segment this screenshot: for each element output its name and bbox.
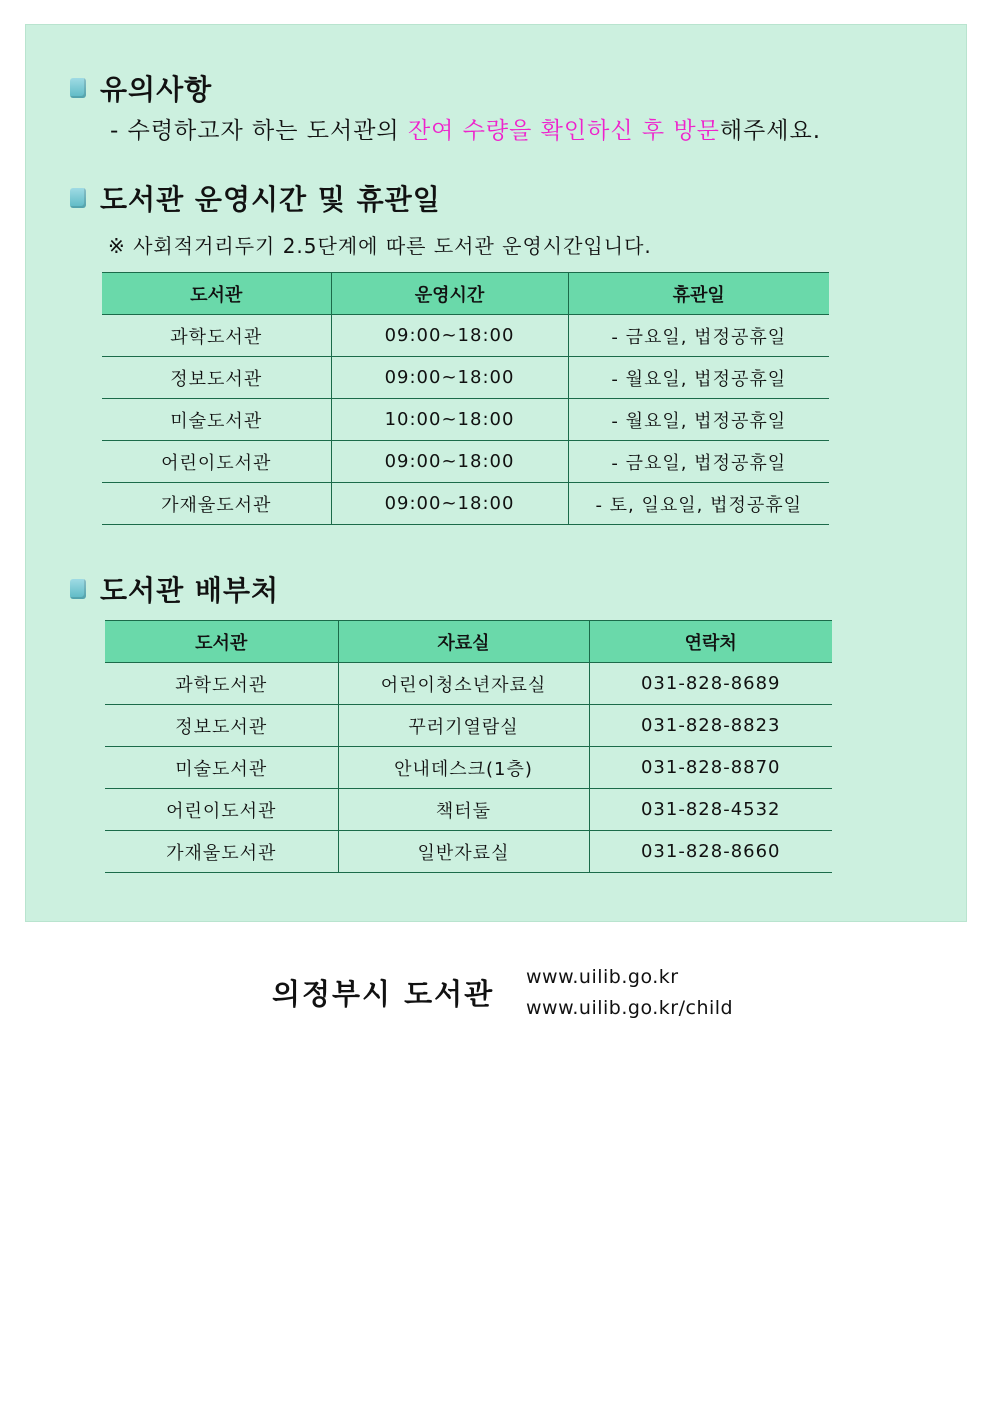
column-header: 연락처	[589, 621, 832, 663]
phone-number: 031-828-8823	[589, 705, 832, 747]
library-name: 어린이도서관	[102, 441, 331, 483]
library-name: 과학도서관	[105, 663, 338, 705]
opening-hours: 09:00~18:00	[331, 357, 568, 399]
square-bullet-icon	[70, 188, 86, 208]
table-row	[102, 483, 829, 525]
library-name: 미술도서관	[105, 747, 338, 789]
square-bullet-icon	[70, 78, 86, 98]
distribution-heading-text: 도서관 배부처	[100, 574, 280, 607]
library-name: 정보도서관	[102, 357, 331, 399]
opening-hours: 09:00~18:00	[331, 315, 568, 357]
closed-days: - 월요일, 법정공휴일	[568, 399, 829, 441]
table-row	[102, 399, 829, 441]
phone-number: 031-828-8689	[589, 663, 832, 705]
opening-hours: 10:00~18:00	[331, 399, 568, 441]
closed-days: - 토, 일요일, 법정공휴일	[568, 483, 829, 525]
table-header-row	[102, 273, 829, 315]
room-name: 책터둘	[338, 789, 589, 831]
library-name: 정보도서관	[105, 705, 338, 747]
table-row	[102, 315, 829, 357]
table-row	[105, 747, 832, 789]
closed-days: - 금요일, 법정공휴일	[568, 441, 829, 483]
library-name: 어린이도서관	[105, 789, 338, 831]
opening-hours: 09:00~18:00	[331, 483, 568, 525]
library-name: 가재울도서관	[105, 831, 338, 873]
hours-heading	[70, 180, 441, 216]
phone-number: 031-828-8660	[589, 831, 832, 873]
children-website-link[interactable]: www.uilib.go.kr/child	[526, 997, 734, 1019]
closed-days: - 금요일, 법정공휴일	[568, 315, 829, 357]
notice-heading	[70, 70, 212, 106]
phone-number: 031-828-4532	[589, 789, 832, 831]
table-row	[105, 789, 832, 831]
table-row	[102, 441, 829, 483]
organization-name: 의정부시 도서관	[272, 977, 495, 1011]
opening-hours: 09:00~18:00	[331, 441, 568, 483]
library-name: 가재울도서관	[102, 483, 331, 525]
notice-text-suffix: 해주세요.	[719, 118, 822, 144]
library-name: 과학도서관	[102, 315, 331, 357]
notice-heading-text: 유의사항	[100, 73, 213, 106]
square-bullet-icon	[70, 579, 86, 599]
notice-text-highlight: 잔여 수량을 확인하신 후 방문	[407, 118, 720, 144]
notice-text-prefix: - 수령하고자 하는 도서관의	[110, 118, 408, 144]
closed-days: - 월요일, 법정공휴일	[568, 357, 829, 399]
column-header: 도서관	[105, 621, 338, 663]
column-header: 휴관일	[568, 273, 829, 315]
room-name: 안내데스크(1층)	[338, 747, 589, 789]
column-header: 자료실	[338, 621, 589, 663]
room-name: 일반자료실	[338, 831, 589, 873]
distribution-heading	[70, 571, 279, 607]
room-name: 꾸러기열람실	[338, 705, 589, 747]
table-row	[102, 357, 829, 399]
column-header: 운영시간	[331, 273, 568, 315]
phone-number: 031-828-8870	[589, 747, 832, 789]
hours-table	[102, 272, 829, 525]
notice-text	[110, 112, 821, 145]
column-header: 도서관	[102, 273, 331, 315]
room-name: 어린이청소년자료실	[338, 663, 589, 705]
table-row	[105, 831, 832, 873]
hours-heading-text: 도서관 운영시간 및 휴관일	[100, 183, 441, 216]
hours-note: ※ 사회적거리두기 2.5단계에 따른 도서관 운영시간입니다.	[108, 234, 652, 258]
library-name: 미술도서관	[102, 399, 331, 441]
table-row	[105, 705, 832, 747]
distribution-table	[105, 620, 832, 873]
website-link[interactable]: www.uilib.go.kr	[526, 966, 679, 988]
table-header-row	[105, 621, 832, 663]
table-row	[105, 663, 832, 705]
